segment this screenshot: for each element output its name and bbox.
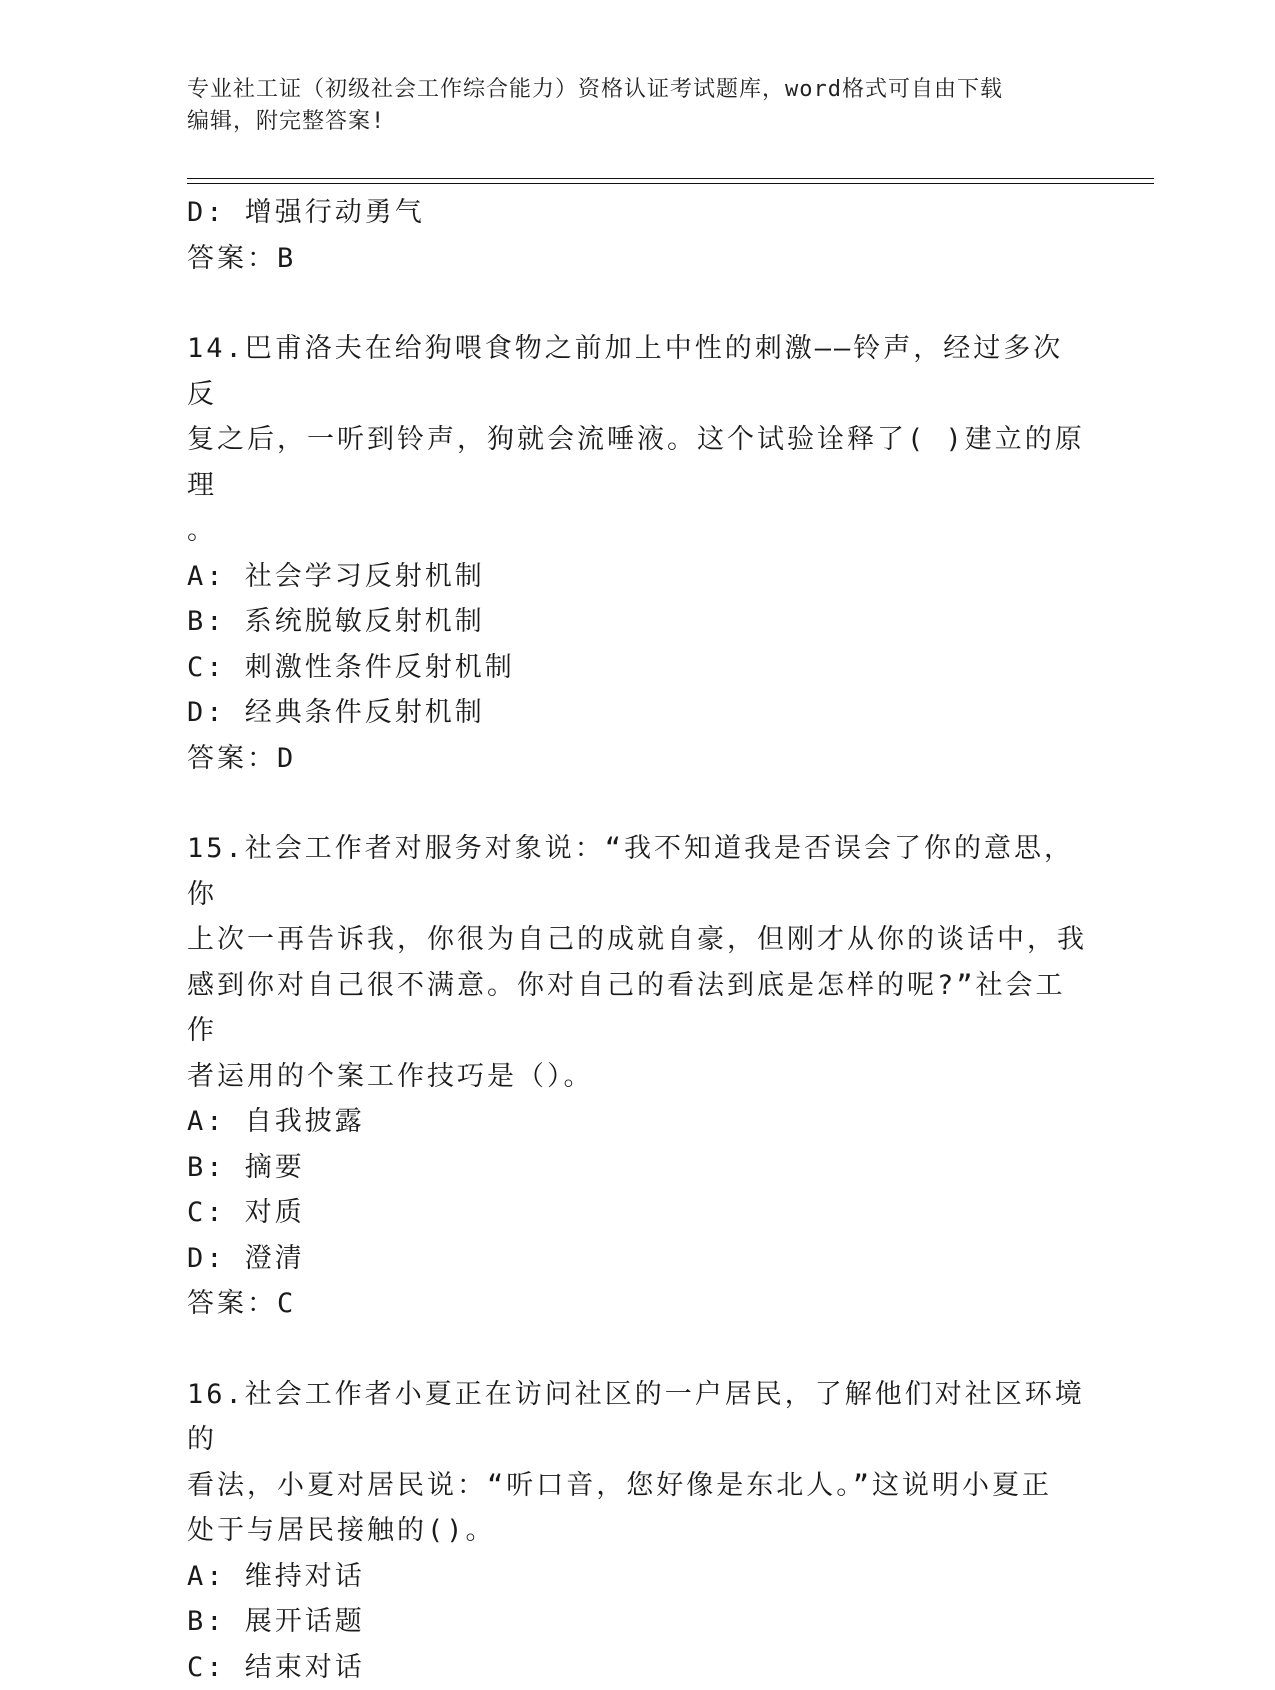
option-b: B: 摘要 [187, 1145, 1087, 1191]
option-c: C: 刺激性条件反射机制 [187, 645, 1087, 691]
question-14 [187, 326, 1087, 781]
question-16 [187, 1372, 1087, 1690]
option-a: A: 自我披露 [187, 1099, 1087, 1145]
answer-line: 答案：D [187, 736, 1087, 782]
question-stem-line: 处于与居民接触的()。 [187, 1508, 1087, 1554]
option-a: A: 社会学习反射机制 [187, 554, 1087, 600]
question-stem-line: 复之后，一听到铃声，狗就会流唾液。这个试验诠释了( )建立的原理 [187, 417, 1087, 508]
answer-line: 答案：C [187, 1281, 1087, 1327]
spacer [187, 281, 1087, 326]
question-stem-line: 者运用的个案工作技巧是（）。 [187, 1054, 1087, 1100]
question-stem-line: 14.巴甫洛夫在给狗喂食物之前加上中性的刺激——铃声，经过多次反 [187, 326, 1087, 417]
option-b: B: 系统脱敏反射机制 [187, 599, 1087, 645]
option-d: D: 增强行动勇气 [187, 190, 1087, 236]
option-c: C: 对质 [187, 1190, 1087, 1236]
question-stem-line: 感到你对自己很不满意。你对自己的看法到底是怎样的呢?”社会工作 [187, 963, 1087, 1054]
header-title-line-1: 专业社工证（初级社会工作综合能力）资格认证考试题库，word格式可自由下载 [187, 74, 1087, 106]
spacer [187, 781, 1087, 826]
question-stem-line: 上次一再告诉我，你很为自己的成就自豪，但刚才从你的谈话中，我 [187, 917, 1087, 963]
question-15 [187, 826, 1087, 1327]
question-stem-line: 15.社会工作者对服务对象说：“我不知道我是否误会了你的意思，你 [187, 826, 1087, 917]
header-divider-bottom [187, 183, 1154, 184]
option-d: D: 澄清 [187, 1236, 1087, 1282]
answer-line: 答案：B [187, 236, 1087, 282]
page-header [187, 74, 1087, 138]
option-d: D: 经典条件反射机制 [187, 690, 1087, 736]
spacer [187, 1327, 1087, 1372]
question-stem-line: 16.社会工作者小夏正在访问社区的一户居民，了解他们对社区环境的 [187, 1372, 1087, 1463]
question-stem-line: 看法，小夏对居民说：“听口音，您好像是东北人。”这说明小夏正 [187, 1463, 1087, 1509]
header-divider-top [187, 178, 1154, 179]
option-c: C: 结束对话 [187, 1645, 1087, 1690]
header-title-line-2: 编辑，附完整答案! [187, 106, 1087, 138]
option-b: B: 展开话题 [187, 1599, 1087, 1645]
question-13-tail [187, 190, 1087, 281]
option-a: A: 维持对话 [187, 1554, 1087, 1600]
question-stem-line: 。 [187, 508, 1087, 554]
document-body [187, 190, 1087, 1690]
